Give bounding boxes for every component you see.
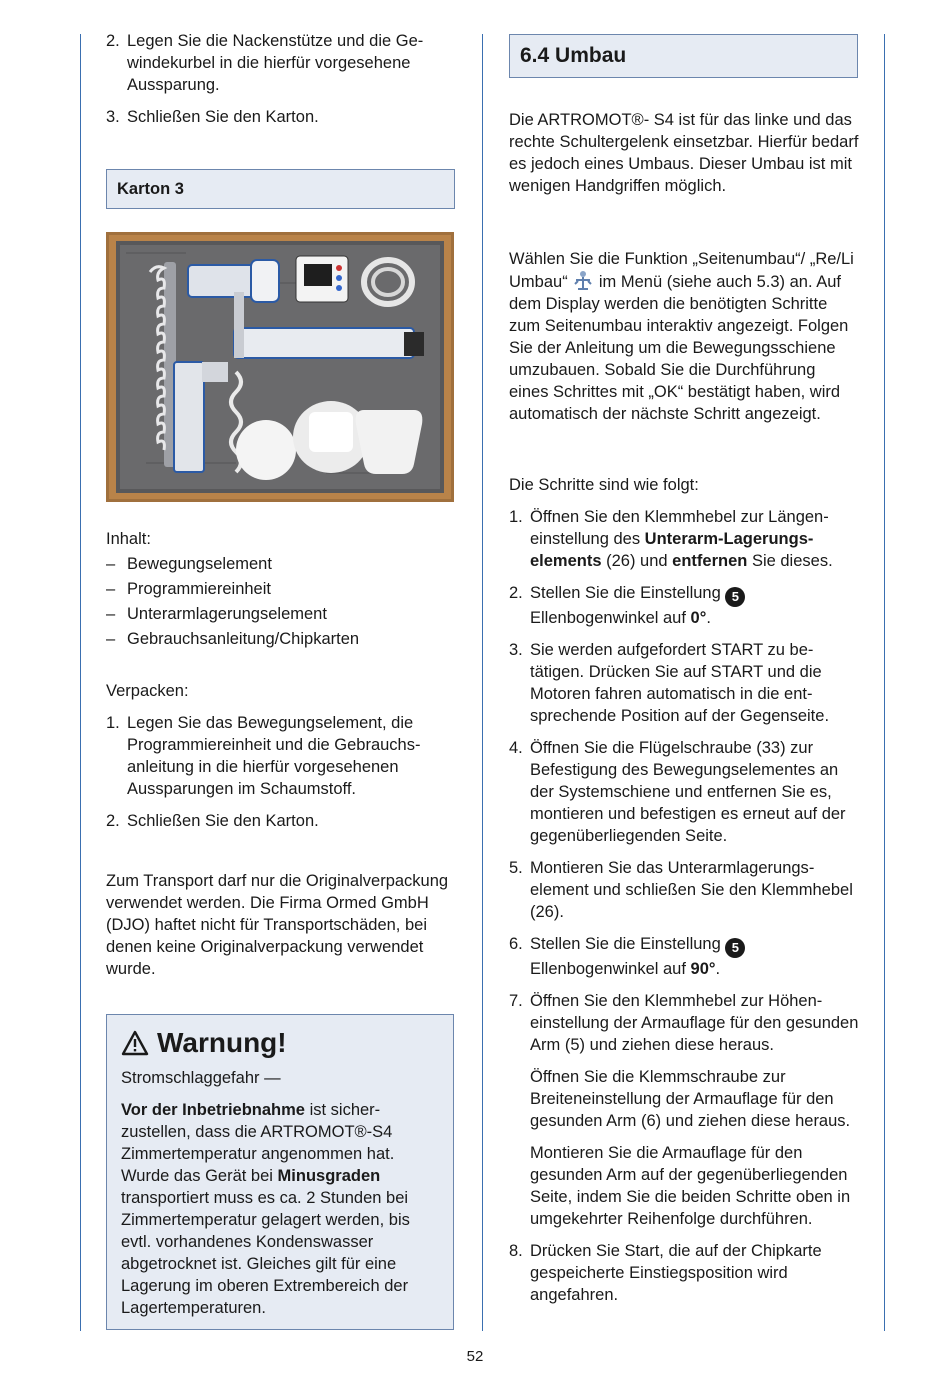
packing-steps	[106, 712, 456, 832]
list-item: 5. Montieren Sie das Unterarmlagerungselement und schließen Sie den Klemmhebel (26).	[509, 859, 853, 921]
left-column	[106, 30, 456, 138]
list-item: – Gebrauchsanleitung/Chipkarten	[106, 630, 360, 648]
list-item: 1. Legen Sie das Bewegungselement, die Programmiereinheit und die Gebrauchsanleitung in die hierfür vorgesehenen Aussparungen im Schaumstoff.	[106, 714, 421, 798]
list-item: – Unterarmlagerungselement	[106, 605, 327, 623]
conversion-steps	[509, 506, 859, 1306]
left-margin-rule	[80, 34, 81, 1331]
packing-section: Verpacken: 1. Legen Sie das Bewegungselement, die Programmiereinheit und die Gebrauchsanleitung in die hierfür vorgesehenen Aussparungen im Schaumstoff. 2. Schließen Sie den Karton.	[106, 680, 456, 842]
warning-triangle-icon	[121, 1030, 149, 1056]
list-item: 6. Stellen Sie die Einstellung 5 Ellenbogenwinkel auf 90°.	[509, 933, 859, 980]
intro-paragraph: Die ARTROMOT®- S4 ist für das linke und das rechte Schultergelenk einsetzbar. Hierfür bedarf es jedoch eines Umbaus. Dieser Umbau ist mit wenigen Handgriffen möglich.	[509, 111, 859, 195]
karton-3-photo	[106, 232, 454, 502]
center-divider-rule	[482, 34, 483, 1331]
section-heading: 6.4 Umbau	[509, 34, 858, 78]
contents-section: Inhalt: – Bewegungselement – Programmiereinheit – Unterarmlagerungselement – Gebrauchsanleitung/Chipkarten	[106, 527, 456, 652]
list-item: 8. Drücken Sie Start, die auf der Chipkarte gespeicherte Einstiegsposition wird angefahren.	[509, 1242, 822, 1304]
warning-subtitle: Stromschlaggefahr —	[121, 1069, 281, 1087]
right-margin-rule	[884, 34, 885, 1331]
page-number: 52	[466, 1348, 484, 1365]
setting-5-badge: 5	[725, 587, 745, 607]
list-item: 3. Schließen Sie den Karton.	[106, 108, 319, 126]
warning-title: Warnung!	[121, 1025, 439, 1061]
setting-5-badge: 5	[725, 938, 745, 958]
warning-box	[106, 1014, 454, 1330]
function-paragraph: Wählen Sie die Funktion „Seitenumbau“/ „Re/Li Umbau“ im Menü (siehe auch 5.3) an. Auf dem Display werden die benötigten Schritte zum Seitenumbau interaktiv angezeigt. Folgen Sie der Anleitung um die Bewegungsschiene umzubauen. Sobald Sie die Durchführung eines Schrittes mit „OK“ bestätigt haben, wird automatisch der nächste Schritt angezeigt.	[509, 250, 854, 423]
warning-text: Vor der Inbetriebnahme ist sicherzustellen, dass die ARTROMOT®-S4 Zimmertemperatur angenommen hat. Wurde das Gerät bei Minusgraden transportiert muss es ca. 2 Stunden bei Zimmertemperatur gelagert werden, bis evtl. vorhandenes Kondenswasser abgetrocknet ist. Gleiches gilt für eine Lagerung im oberen Extrembereich der Lagertemperaturen.	[121, 1101, 410, 1317]
list-item: 2. Schließen Sie den Karton.	[106, 812, 319, 830]
packing-steps-continued	[106, 30, 456, 128]
list-item: 1. Öffnen Sie den Klemmhebel zur Längeneinstellung des Unterarm-Lagerungselements (26) und entfernen Sie dieses.	[509, 508, 833, 570]
steps-section: Die Schritte sind wie folgt: 1. Öffnen Sie den Klemmhebel zur Längeneinstellung des Unterarm-Lagerungselements (26) und entfernen Sie dieses. 2. Stellen Sie die Einstellung 5 Ellenbogenwinkel auf 0°. 3. Sie werden aufgefordert START zu betätigen. Drücken Sie auf START und die Motoren fahren automatisch in die entsprechende Position auf der Gegenseite. 4. Öffnen Sie die Flügelschraube (33) zur Befestigung des Bewegungselementes an der Systemschiene und entfernen Sie es, montieren und befestigen es erneut auf der gegenüberliegenden Seite. 5. Montieren Sie das Unterarmlagerungselement und schließen Sie den Klemmhebel (26). 6. Stellen Sie die Einstellung 5 Ellenbogenwinkel auf 90°. 7. Öffnen Sie den Klemmhebel zur Höheneinstellung der Armauflage für den gesunden Arm (5) und ziehen diese heraus. Öffnen Sie die Klemmschraube zur Breiteneinstellung der Armauflage für den gesunden Arm (6) und ziehen diese heraus. Montieren Sie die Armauflage für den gesunden Arm auf der gegenüberliegenden Seite, indem Sie die beiden Schritte oben in umgekehrter Reihenfolge durchführen. 8. Drücken Sie Start, die auf der Chipkarte gespeicherte Einstiegsposition wird angefahren.	[509, 476, 859, 1304]
list-item: 3. Sie werden aufgefordert START zu betätigen. Drücken Sie auf START und die Motoren fahren automatisch in die entsprechende Position auf der Gegenseite.	[509, 641, 830, 725]
side-change-icon	[572, 270, 594, 292]
list-item: – Programmiereinheit	[106, 580, 271, 598]
contents-list	[106, 552, 456, 652]
karton-3-heading: Karton 3	[106, 169, 455, 209]
list-item: 4. Öffnen Sie die Flügelschraube (33) zur Befestigung des Bewegungselementes an der Systemschiene und entfernen Sie es, montieren und befestigen es erneut auf der gegenüberliegenden Seite.	[509, 739, 846, 845]
list-item: – Bewegungselement	[106, 555, 272, 573]
transport-note: Zum Transport darf nur die Originalverpackung verwendet werden. Die Firma Ormed GmbH (DJO) haftet nicht für Transportschäden, bei denen keine Originalverpackung verwendet wurde.	[106, 872, 449, 978]
list-item: 2. Stellen Sie die Einstellung 5 Ellenbogenwinkel auf 0°.	[509, 582, 859, 629]
list-item: 7. Öffnen Sie den Klemmhebel zur Höheneinstellung der Armauflage für den gesunden Arm (5) und ziehen diese heraus. Öffnen Sie die Klemmschraube zur Breiteneinstellung der Armauflage für den gesunden Arm (6) und ziehen diese heraus. Montieren Sie die Armauflage für den gesunden Arm auf der gegenüberliegenden Seite, indem Sie die beiden Schritte oben in umgekehrter Reihenfolge durchführen.	[509, 992, 859, 1228]
list-item: 2. Legen Sie die Nackenstütze und die Gewindekurbel in die hierfür vorgesehene Aussparung.	[106, 32, 424, 94]
